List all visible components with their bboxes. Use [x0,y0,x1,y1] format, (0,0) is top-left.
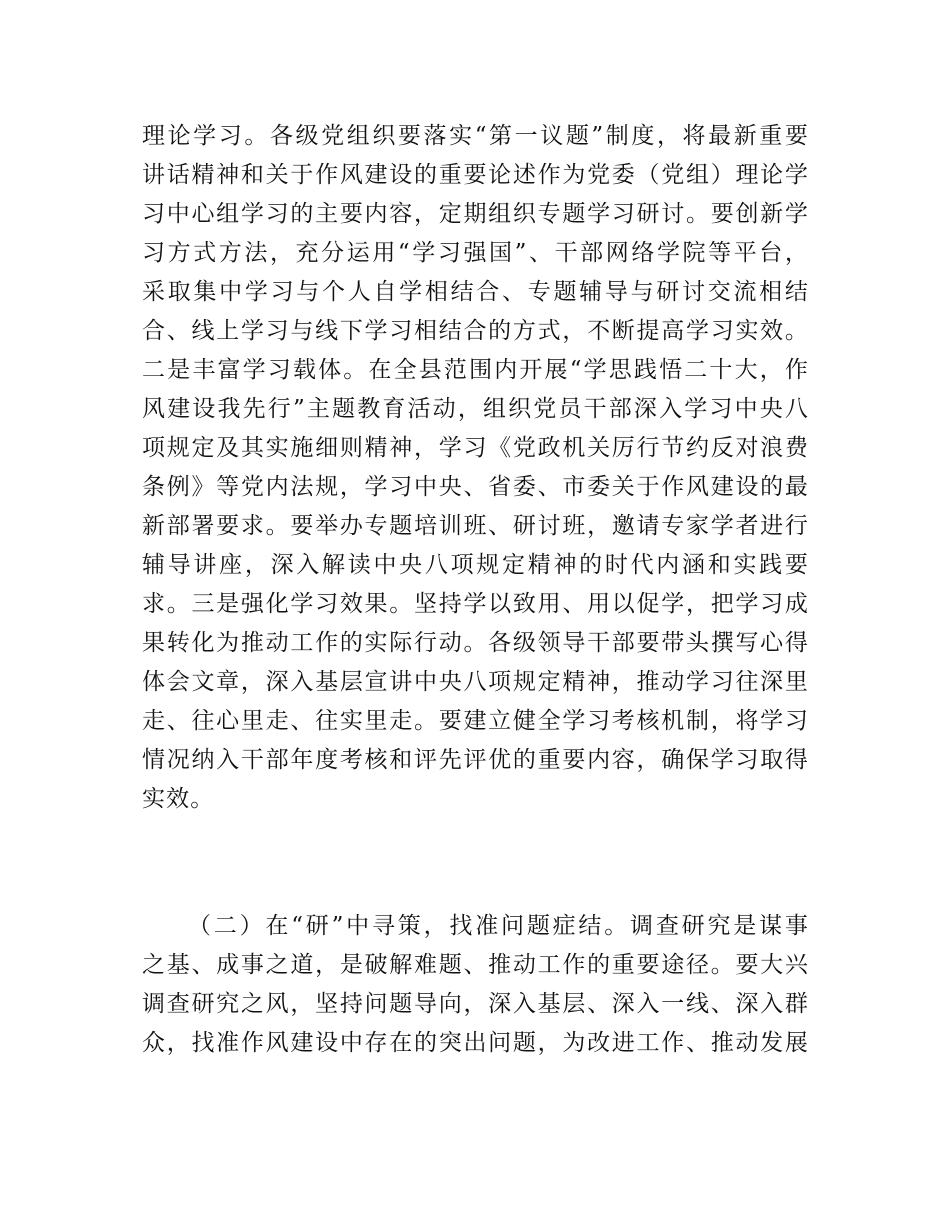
text-line: 走、往心里走、往实里走。要建立健全学习考核机制，将学习 [142,708,809,734]
text-line: 采取集中学习与个人自学相结合、专题辅导与研讨交流相结 [142,279,809,305]
text-line: 合、线上学习与线下学习相结合的方式，不断提高学习实效。 [142,318,809,344]
text-line: 项规定及其实施细则精神，学习《党政机关厉行节约反对浪费 [142,435,809,461]
text-line: 讲话精神和关于作风建设的重要论述作为党委（党组）理论学 [142,162,809,188]
text-line: 情况纳入干部年度考核和评先评优的重要内容，确保学习取得 [142,747,809,773]
text-line: 习中心组学习的主要内容，定期组织专题学习研讨。要创新学 [142,201,809,227]
text-line: 体会文章，深入基层宣讲中央八项规定精神，推动学习往深里 [142,669,809,695]
text-line: 之基、成事之道，是破解难题、推动工作的重要途径。要大兴 [142,952,809,978]
text-line: 实效。 [142,786,215,812]
body-paragraph [142,117,809,819]
text-line: 理论学习。各级党组织要落实“第一议题”制度，将最新重要 [142,123,809,149]
text-line: 调查研究之风，坚持问题导向，深入基层、深入一线、深入群 [142,991,809,1017]
text-line: 新部署要求。要举办专题培训班、研讨班，邀请专家学者进行 [142,513,809,539]
text-line: 果转化为推动工作的实际行动。各级领导干部要带头撰写心得 [142,630,809,656]
text-line: （二）在“研”中寻策，找准问题症结。调查研究是谋事 [188,913,809,939]
text-line: 条例》等党内法规，学习中央、省委、市委关于作风建设的最 [142,474,809,500]
text-line: 众，找准作风建设中存在的突出问题，为改进工作、推动发展 [142,1030,809,1056]
text-line: 辅导讲座，深入解读中央八项规定精神的时代内涵和实践要 [142,552,809,578]
body-paragraph [142,907,809,1063]
text-line: 风建设我先行”主题教育活动，组织党员干部深入学习中央八 [142,396,809,422]
text-line: 习方式方法，充分运用“学习强国”、干部网络学院等平台， [142,240,809,266]
text-line: 二是丰富学习载体。在全县范围内开展“学思践悟二十大，作 [142,357,809,383]
text-line: 求。三是强化学习效果。坚持学以致用、用以促学，把学习成 [142,591,809,617]
